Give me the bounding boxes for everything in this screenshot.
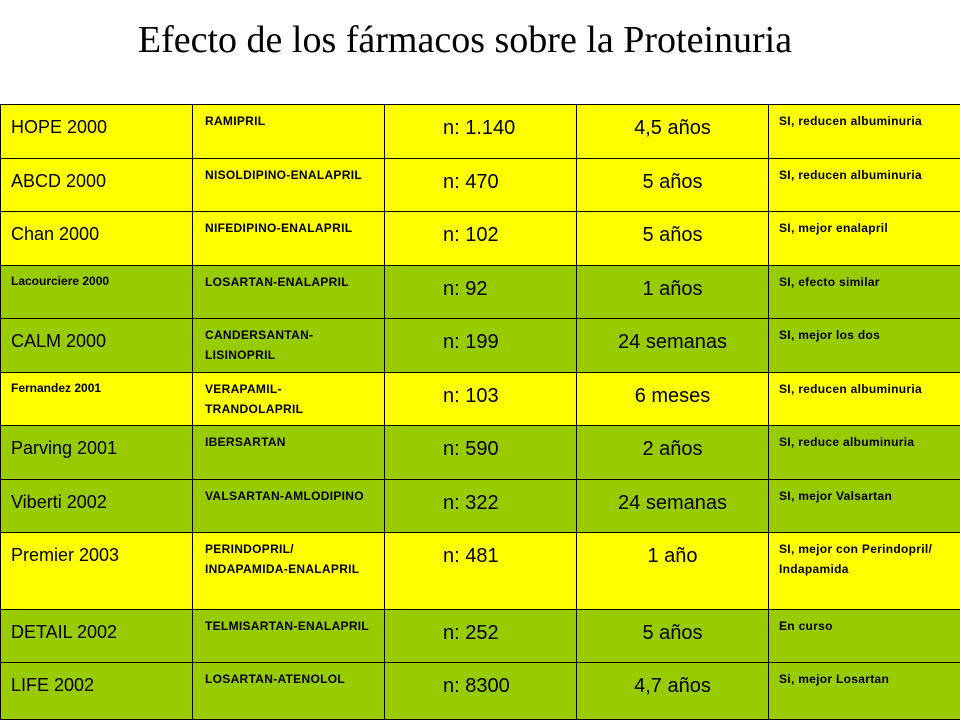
drug-cell: VERAPAMIL-TRANDOLAPRIL: [193, 372, 385, 426]
sample-size-cell: n: 102: [385, 212, 577, 266]
table-row: [1, 533, 960, 610]
drug-cell: NISOLDIPINO-ENALAPRIL: [193, 158, 385, 212]
table-row: [1, 212, 960, 266]
sample-size-cell: n: 481: [385, 533, 577, 610]
study-cell: Parving 2001: [1, 426, 193, 480]
drug-cell: CANDERSANTAN-LISINOPRIL: [193, 319, 385, 373]
drug-cell: IBERSARTAN: [193, 426, 385, 480]
duration-cell: 24 semanas: [577, 319, 769, 373]
sample-size-cell: n: 92: [385, 265, 577, 319]
drug-cell: LOSARTAN-ENALAPRIL: [193, 265, 385, 319]
sample-size-cell: n: 8300: [385, 663, 577, 720]
duration-cell: 5 años: [577, 609, 769, 663]
sample-size-cell: n: 590: [385, 426, 577, 480]
study-cell: LIFE 2002: [1, 663, 193, 720]
sample-size-cell: n: 1.140: [385, 105, 577, 159]
result-cell: En curso: [769, 609, 960, 663]
table-row: [1, 479, 960, 533]
table-row: [1, 609, 960, 663]
sample-size-cell: n: 103: [385, 372, 577, 426]
result-cell: SI, mejor los dos: [769, 319, 960, 373]
result-cell: SI, reducen albuminuria: [769, 105, 960, 159]
sample-size-cell: n: 252: [385, 609, 577, 663]
drug-cell: LOSARTAN-ATENOLOL: [193, 663, 385, 720]
result-cell: SI, mejor Valsartan: [769, 479, 960, 533]
study-cell: CALM 2000: [1, 319, 193, 373]
result-cell: SI, mejor enalapril: [769, 212, 960, 266]
duration-cell: 6 meses: [577, 372, 769, 426]
study-cell: ABCD 2000: [1, 158, 193, 212]
table-row: [1, 319, 960, 373]
studies-table: [0, 104, 960, 720]
table-row: [1, 663, 960, 720]
duration-cell: 4,5 años: [577, 105, 769, 159]
drug-cell: VALSARTAN-AMLODIPINO: [193, 479, 385, 533]
table-row: [1, 426, 960, 480]
result-cell: SI, reduce albuminuria: [769, 426, 960, 480]
drug-cell: RAMIPRIL: [193, 105, 385, 159]
duration-cell: 2 años: [577, 426, 769, 480]
drug-cell: PERINDOPRIL/ INDAPAMIDA-ENALAPRIL: [193, 533, 385, 610]
result-cell: SI, reducen albuminuria: [769, 158, 960, 212]
page-title: Efecto de los fármacos sobre la Proteinuria: [137, 19, 793, 61]
table-row: [1, 372, 960, 426]
study-cell: Lacourciere 2000: [1, 265, 193, 319]
drug-cell: NIFEDIPINO-ENALAPRIL: [193, 212, 385, 266]
duration-cell: 5 años: [577, 212, 769, 266]
study-cell: Fernandez 2001: [1, 372, 193, 426]
duration-cell: 24 semanas: [577, 479, 769, 533]
study-cell: Viberti 2002: [1, 479, 193, 533]
result-cell: SI, efecto similar: [769, 265, 960, 319]
table-row: [1, 158, 960, 212]
duration-cell: 1 años: [577, 265, 769, 319]
result-cell: SI, mejor con Perindopril/ Indapamida: [769, 533, 960, 610]
result-cell: Si, mejor Losartan: [769, 663, 960, 720]
study-cell: DETAIL 2002: [1, 609, 193, 663]
study-cell: Premier 2003: [1, 533, 193, 610]
table-row: [1, 265, 960, 319]
duration-cell: 5 años: [577, 158, 769, 212]
drug-cell: TELMISARTAN-ENALAPRIL: [193, 609, 385, 663]
duration-cell: 1 año: [577, 533, 769, 610]
sample-size-cell: n: 199: [385, 319, 577, 373]
study-cell: HOPE 2000: [1, 105, 193, 159]
study-cell: Chan 2000: [1, 212, 193, 266]
sample-size-cell: n: 322: [385, 479, 577, 533]
table-row: [1, 105, 960, 159]
result-cell: SI, reducen albuminuria: [769, 372, 960, 426]
duration-cell: 4,7 años: [577, 663, 769, 720]
sample-size-cell: n: 470: [385, 158, 577, 212]
